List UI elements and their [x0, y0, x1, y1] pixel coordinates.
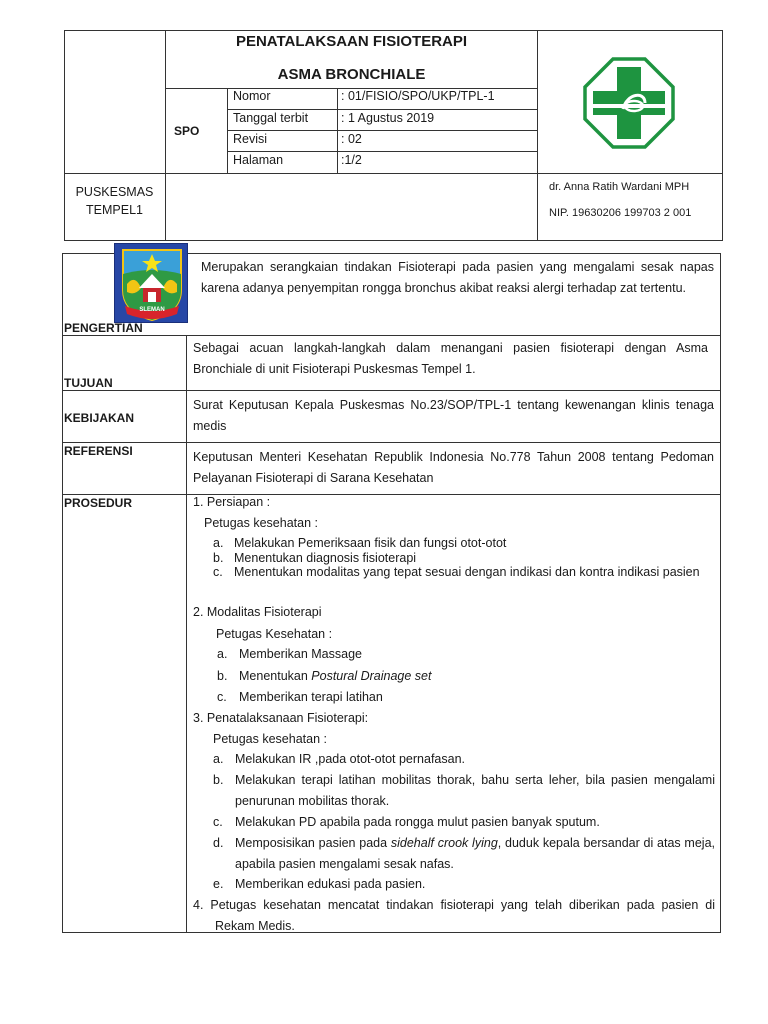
- step3-item-a-text: Melakukan IR ,pada otot-otot pernafasan.: [235, 752, 466, 766]
- label-prosedur: PROSEDUR: [64, 496, 133, 510]
- step3-item-d-mark: d.: [213, 836, 224, 850]
- step2-item-c-mark: c.: [217, 690, 227, 704]
- step2-item-a: [217, 644, 715, 665]
- step1-item-b-text: Menentukan diagnosis fisioterapi: [234, 551, 417, 565]
- meta-label-tanggal: Tanggal terbit: [233, 111, 309, 125]
- step3-item-e-mark: e.: [213, 877, 224, 891]
- step3-item-c-mark: c.: [213, 815, 223, 829]
- step3-item-d-pre: Memposisikan pasien pada: [235, 836, 391, 850]
- step3-item-b-text: Melakukan terapi latihan mobilitas thorak, bahu serta leher, bila pasien mengalami penurunan mobilitas thorak.: [235, 773, 715, 808]
- meta-label-revisi: Revisi: [233, 132, 268, 146]
- step1-item-c-text: Menentukan modalitas yang tepat sesuai dengan indikasi dan kontra indikasi pasien: [234, 565, 700, 579]
- meta-value-nomor: : 01/FISIO/SPO/UKP/TPL-1: [341, 89, 495, 103]
- step2-item-c: [217, 687, 715, 708]
- doc-type-label: SPO: [174, 124, 200, 138]
- step1-item-a: [213, 535, 715, 551]
- step3-item-c: [213, 812, 715, 833]
- step3-item-e-text: Memberikan edukasi pada pasien.: [235, 877, 426, 891]
- step2-item-c-text: Memberikan terapi latihan: [239, 690, 383, 704]
- label-referensi: REFERENSI: [64, 444, 133, 458]
- step3-item-b: [213, 770, 715, 812]
- document-title: PENATALAKSAAN FISIOTERAPI: [235, 33, 468, 50]
- signer-nip: NIP. 19630206 199703 2 001: [549, 207, 692, 219]
- meta-value-halaman: :1/2: [341, 153, 362, 167]
- sleman-emblem-label: SLEMAN: [139, 307, 165, 313]
- sleman-emblem: [114, 243, 188, 323]
- signer-name: dr. Anna Ratih Wardani MPH: [549, 181, 690, 193]
- referensi-text: Keputusan Menteri Kesehatan Republik Indonesia No.778 Tahun 2008 tentang Pedoman Pelayanan Fisioterapi di Sarana Kesehatan: [193, 450, 714, 485]
- step1-item-a-text: Melakukan Pemeriksaan fisik dan fungsi otot-otot: [234, 536, 507, 550]
- kebijakan-text: Surat Keputusan Kepala Puskesmas No.23/SOP/TPL-1 tentang kewenangan klinis tenaga medis: [193, 398, 714, 433]
- step3-item-d-post: , duduk kepala bersandar di atas meja, apabila pasien mengalami sesak nafas.: [235, 836, 715, 871]
- pengertian-text: Merupakan serangkaian tindakan Fisioterapi pada pasien yang mengalami sesak napas karena adanya penyempitan rongga bronchus akibat reaksi alergi terhadap zat tertentu.: [201, 260, 714, 295]
- meta-value-tanggal: : 1 Agustus 2019: [341, 111, 435, 125]
- step3-item-b-mark: b.: [213, 773, 224, 787]
- step2-item-b-text: [239, 666, 715, 687]
- document-subtitle: ASMA BRONCHIALE: [277, 66, 426, 83]
- facility-name: PUSKESMAS: [75, 185, 154, 199]
- facility-unit: TEMPEL1: [86, 203, 143, 217]
- step1-item-c: [213, 564, 715, 604]
- label-tujuan: TUJUAN: [64, 376, 113, 390]
- step1-item-b-mark: b.: [213, 551, 224, 565]
- step3-item-d-emphasis: sidehalf crook lying: [390, 836, 498, 850]
- step1-title: 1. Persiapan :: [193, 495, 271, 509]
- meta-label-halaman: Halaman: [233, 153, 284, 167]
- step2-item-b-pre: Menentukan: [239, 669, 312, 683]
- label-pengertian: PENGERTIAN: [64, 321, 143, 335]
- step3-item-e: [213, 874, 715, 895]
- step4-text: 4. Petugas kesehatan mencatat tindakan fisioterapi yang telah diberikan pada pasien di Rekam Medis.: [193, 898, 715, 933]
- step2-item-a-text: Memberikan Massage: [239, 647, 362, 661]
- step3-item-c-text: Melakukan PD apabila pada rongga mulut pasien banyak sputum.: [235, 815, 600, 829]
- step3-item-d-text: [235, 833, 715, 875]
- step3-item-a-mark: a.: [213, 752, 224, 766]
- step2-actor: Petugas Kesehatan :: [216, 627, 333, 641]
- step3-title: 3. Penatalaksanaan Fisioterapi:: [193, 711, 369, 725]
- step2-item-b-emphasis: Postural Drainage set: [311, 669, 432, 683]
- step1-item-c-mark: c.: [213, 565, 223, 579]
- step2-title: 2. Modalitas Fisioterapi: [193, 605, 322, 619]
- meta-label-nomor: Nomor: [233, 89, 271, 103]
- step3-actor: Petugas kesehatan :: [213, 732, 327, 746]
- step1-actor: Petugas kesehatan :: [204, 516, 318, 530]
- step2-item-a-mark: a.: [217, 647, 228, 661]
- step2-item-b: [217, 666, 715, 687]
- step1-item-a-mark: a.: [213, 536, 224, 550]
- step3-item-d: [213, 833, 715, 875]
- step3-item-a: [213, 749, 715, 770]
- label-kebijakan: KEBIJAKAN: [64, 411, 135, 425]
- step2-item-b-mark: b.: [217, 669, 228, 683]
- puskesmas-logo-icon: [583, 57, 675, 149]
- meta-value-revisi: : 02: [341, 132, 362, 146]
- tujuan-text: Sebagai acuan langkah-langkah dalam menangani pasien fisioterapi dengan Asma Bronchiale di unit Fisioterapi Puskesmas Tempel 1.: [193, 341, 708, 376]
